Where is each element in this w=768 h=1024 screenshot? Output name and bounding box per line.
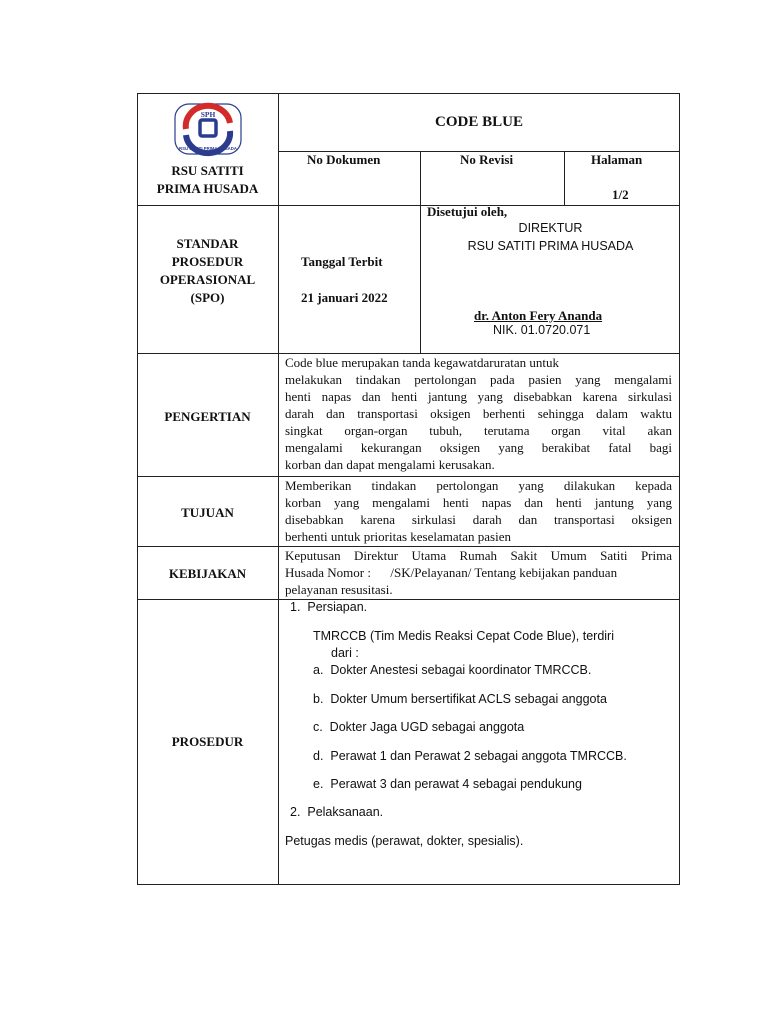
approver-title: DIREKTUR [518, 221, 583, 235]
row-divider-header [137, 205, 680, 206]
pengertian-line: mengalami kekurangan oksigen yang berakibat fatal bagi [285, 440, 672, 455]
issue-date-label: Tanggal Terbit [301, 254, 383, 269]
kebijakan-line: Husada Nomor : /SK/Pelayanan/ Tentang kebijakan panduan [285, 565, 618, 580]
page-title: CODE BLUE [435, 114, 523, 130]
kebijakan-text [285, 547, 672, 598]
pengertian-line: Code blue merupakan tanda kegawatdaruratan untuk [285, 355, 559, 370]
prosedur-item-a: a. Dokter Anestesi sebagai koordinator TMRCCB. [313, 663, 592, 677]
prosedur-item-e: e. Perawat 3 dan perawat 4 sebagai pendukung [313, 777, 582, 791]
hospital-name-line1: RSU SATITI [171, 163, 244, 178]
pengertian-text [285, 354, 672, 473]
spo-label-line4: (SPO) [190, 290, 225, 305]
pengertian-label: PENGERTIAN [164, 409, 251, 424]
prosedur-item-c: c. Dokter Jaga UGD sebagai anggota [313, 720, 525, 734]
approver-nik: NIK. 01.0720.071 [493, 323, 591, 337]
approver-name: dr. Anton Fery Ananda [474, 308, 603, 323]
spo-label-line2: PROSEDUR [171, 254, 244, 269]
issue-date-value: 21 januari 2022 [301, 290, 388, 305]
tujuan-line: berhenti untuk prioritas keselamatan pasien [285, 529, 511, 544]
pengertian-line: singkat organ-organ tubuh, terutama organ vital akan [285, 423, 672, 438]
prosedur-team-line1: TMRCCB (Tim Medis Reaksi Cepat Code Blue), terdiri [313, 629, 615, 643]
hospital-logo [172, 101, 244, 157]
approver-org: RSU SATITI PRIMA HUSADA [467, 239, 634, 253]
approved-label: Disetujui oleh, [427, 204, 508, 219]
revision-label: No Revisi [460, 152, 514, 167]
prosedur-label: PROSEDUR [171, 734, 244, 749]
pengertian-line: darah dan transportasi oksigen berhenti sehingga dalam waktu [285, 406, 672, 421]
col-divider-left [278, 93, 279, 885]
pengertian-line: melakukan tindakan pertolongan pada pasien yang mengalami [285, 372, 672, 387]
page-value: 1/2 [612, 187, 629, 202]
prosedur-team-line2: dari : [331, 646, 359, 660]
kebijakan-line: pelayanan resusitasi. [285, 582, 393, 597]
prosedur-item-b: b. Dokter Umum bersertifikat ACLS sebagai anggota [313, 692, 607, 706]
hospital-name-line2: PRIMA HUSADA [156, 181, 259, 196]
prosedur-closing: Petugas medis (perawat, dokter, spesialis). [285, 834, 524, 848]
prosedur-item-d: d. Perawat 1 dan Perawat 2 sebagai anggota TMRCCB. [313, 749, 627, 763]
prosedur-step2: 2. Pelaksanaan. [290, 805, 384, 819]
pengertian-line: korban dan dapat mengalami kerusakan. [285, 457, 495, 472]
tujuan-label: TUJUAN [181, 505, 234, 520]
spo-label-line3: OPERASIONAL [159, 272, 256, 287]
logo-ring-text: RSU SATITI PRIMA HUSADA [178, 146, 238, 151]
doc-number-label: No Dokumen [307, 152, 381, 167]
tujuan-text [285, 477, 672, 545]
prosedur-step1: 1. Persiapan. [290, 600, 368, 614]
tujuan-line: korban yang mengalami henti napas dan henti jantung yang [285, 495, 672, 510]
kebijakan-label: KEBIJAKAN [168, 566, 247, 581]
row-divider-kebijakan [137, 599, 680, 600]
tujuan-line: Memberikan tindakan pertolongan yang dilakukan kepada [285, 478, 672, 493]
tujuan-line: disebabkan karena sirkulasi darah dan transportasi oksigen [285, 512, 672, 527]
spo-label-line1: STANDAR [176, 236, 239, 251]
pengertian-line: henti napas dan henti jantung yang disebabkan karena sirkulasi [285, 389, 672, 404]
kebijakan-line: Keputusan Direktur Utama Rumah Sakit Umum Satiti Prima [285, 548, 672, 563]
logo-abbr: SPH [200, 110, 216, 119]
page-label: Halaman [591, 152, 643, 167]
col-divider-revisi-halaman [564, 151, 565, 206]
